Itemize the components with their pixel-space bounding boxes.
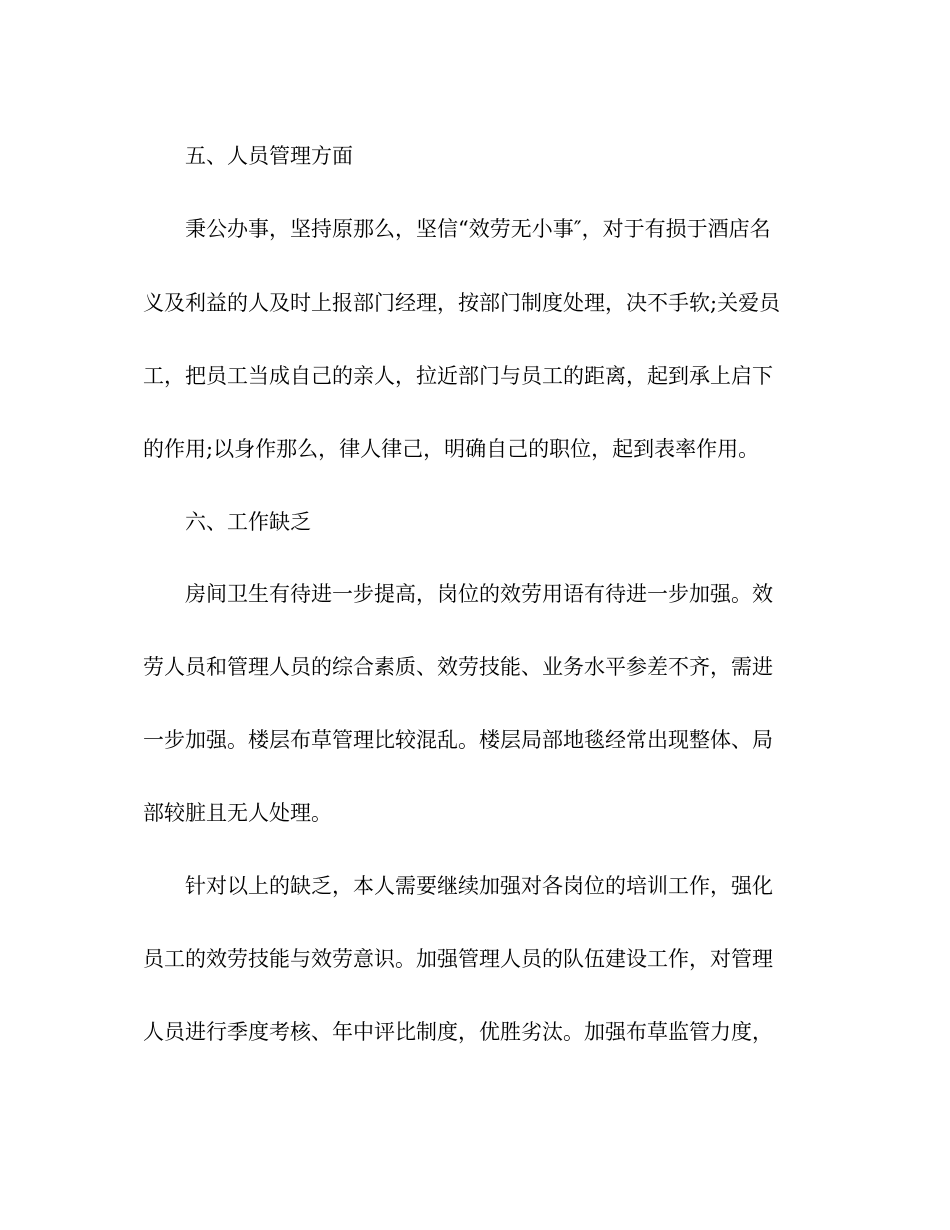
paragraph-line: 人员进行季度考核、年中评比制度，优胜劣汰。加强布草监管力度， xyxy=(143,1020,773,1044)
paragraph-line: 一步加强。楼层布草管理比较混乱。楼层局部地毯经常出现整体、局 xyxy=(143,728,773,752)
section-heading-personnel-management: 五、人员管理方面 xyxy=(185,144,353,168)
paragraph-line: 员工的效劳技能与效劳意识。加强管理人员的队伍建设工作，对管理 xyxy=(143,947,773,971)
paragraph-line: 针对以上的缺乏，本人需要继续加强对各岗位的培训工作，强化 xyxy=(185,874,773,898)
paragraph-line: 部较脏且无人处理。 xyxy=(143,801,332,825)
paragraph-line: 工，把员工当成自己的亲人，拉近部门与员工的距离，起到承上启下 xyxy=(143,364,773,388)
paragraph-line: 劳人员和管理人员的综合素质、效劳技能、业务水平参差不齐，需进 xyxy=(143,655,773,679)
paragraph-line: 房间卫生有待进一步提高，岗位的效劳用语有待进一步加强。效 xyxy=(185,582,773,606)
paragraph-line: 的作用;以身作那么，律人律己，明确自己的职位，起到表率作用。 xyxy=(143,437,760,461)
paragraph-line: 义及利益的人及时上报部门经理，按部门制度处理，决不手软;关爱员 xyxy=(143,291,781,315)
paragraph-line: 秉公办事，坚持原那么，坚信“效劳无小事″，对于有损于酒店名 xyxy=(185,217,771,241)
section-heading-work-shortcomings: 六、工作缺乏 xyxy=(185,510,311,534)
